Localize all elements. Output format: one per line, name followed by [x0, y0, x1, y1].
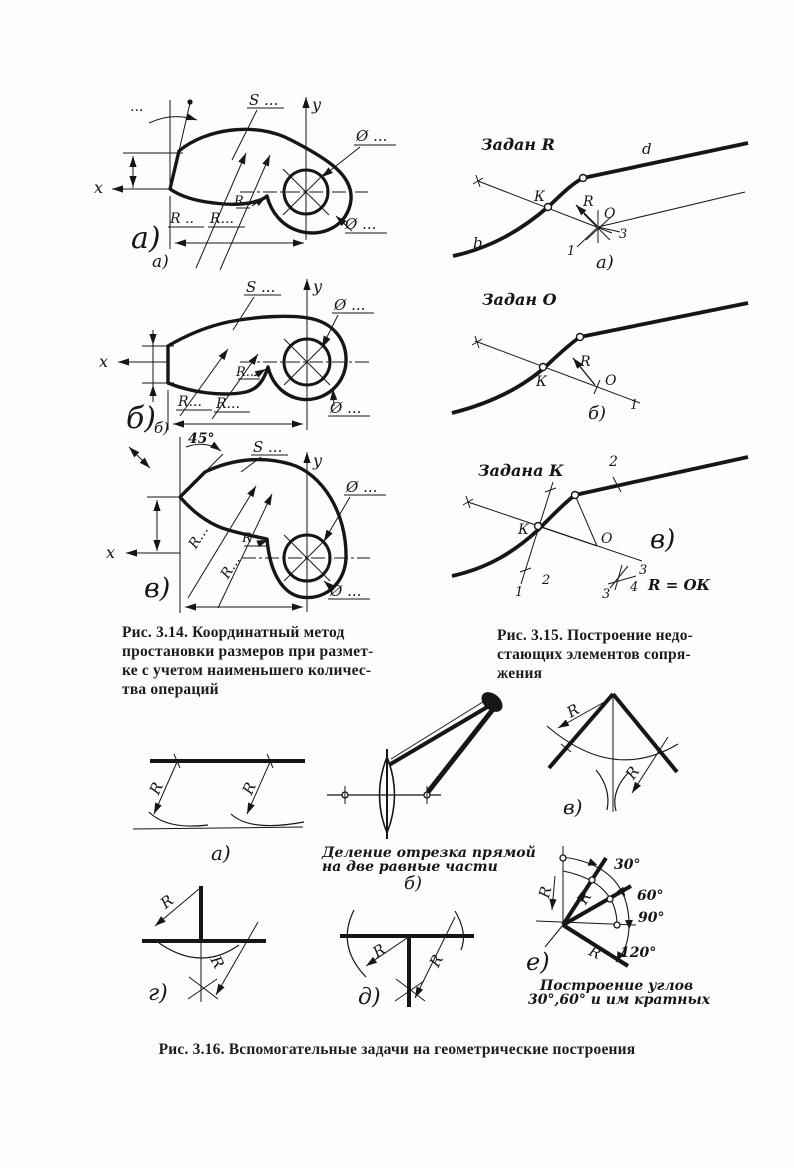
radius-label-2: R...	[210, 211, 234, 227]
radius-label-1: R ..	[170, 211, 194, 227]
radius-label-3: R ..	[242, 531, 265, 546]
subfig-letter: в)	[563, 795, 583, 819]
subfig-letter-big: в)	[144, 573, 171, 604]
point-o-label: О	[604, 206, 616, 222]
figure-3-16-a	[133, 754, 305, 865]
caption-line: простановки размеров при размет-	[122, 643, 374, 660]
diameter-bottom-label: Ø ...	[330, 399, 362, 417]
division-caption-line-1: Деление отрезка прямой	[322, 845, 536, 861]
given-title: Задан О	[482, 290, 557, 309]
subfig-letter: г)	[148, 981, 168, 1006]
figure-3-16-d	[340, 910, 474, 1010]
radius-label-2: R	[621, 763, 644, 783]
figure-3-16-v	[547, 694, 678, 819]
figure-3-15-a	[453, 135, 748, 273]
caption-line: Рис. 3.16. Вспомогательные задачи на геометрические построения	[158, 1041, 636, 1058]
radius-label-2: R	[425, 951, 448, 971]
radius-label-3: R	[586, 941, 604, 963]
figure-3-16-g	[142, 886, 266, 1006]
point-3-label: 3	[619, 227, 628, 242]
subfig-letter: а)	[596, 252, 614, 273]
point-1-label: 1	[567, 244, 576, 259]
curve-b-label: b	[473, 234, 483, 252]
caption-line: стающих элементов сопря-	[497, 646, 691, 663]
subfig-letter: б)	[404, 873, 423, 894]
division-caption-line-2: на две равные части	[322, 859, 498, 875]
point-1-label: 1	[630, 398, 639, 413]
point-3b-label: 3	[602, 587, 611, 602]
diameter-top-label: Ø ...	[334, 296, 366, 314]
figure-3-15-caption	[497, 626, 759, 683]
caption-line: жения	[497, 665, 543, 682]
axis-x-label: х	[99, 352, 109, 371]
given-title: Задан R	[481, 135, 555, 154]
angle-30-label: 30°	[614, 857, 641, 873]
figure-3-14-b	[99, 277, 374, 437]
figure-3-14-caption	[122, 623, 408, 699]
thickness-label: S ...	[253, 438, 283, 456]
subfig-letter-small: б)	[154, 419, 170, 437]
radius-label: R	[580, 354, 591, 370]
radius-label-1: R	[535, 884, 556, 900]
radius-label-2: R...	[216, 396, 240, 412]
thickness-label: S ...	[249, 91, 279, 109]
caption-line: ке с учетом наименьшего количес-	[122, 662, 372, 679]
subfig-letter: в)	[650, 525, 676, 555]
angles-caption-line-1: Построение углов	[540, 978, 694, 994]
point-k-label: К	[534, 189, 545, 205]
radius-label: R	[583, 194, 594, 210]
radius-equation: R = ОК	[648, 576, 711, 594]
point-o-label: О	[601, 531, 613, 547]
radius-label-1: R...	[178, 394, 202, 410]
diameter-top-label: Ø ...	[356, 127, 388, 145]
caption-line: тва операций	[122, 681, 219, 698]
subfig-letter-big: б)	[126, 401, 157, 436]
axis-x-label: х	[94, 178, 104, 197]
point-3-label: 3	[639, 563, 648, 578]
angle-90-label: 90°	[638, 910, 665, 926]
point-2-label: 2	[542, 573, 551, 588]
radius-label-1: R...	[185, 522, 212, 552]
diameter-top-label: Ø ...	[346, 478, 378, 496]
radius-label-3: R...	[236, 365, 259, 380]
radius-label-2: R	[573, 888, 596, 908]
radius-label-3: R...	[234, 194, 257, 209]
angle-45-label: 45°	[188, 431, 215, 447]
caption-line: Рис. 3.14. Координатный метод	[122, 624, 345, 641]
subfig-letter: д)	[358, 985, 381, 1010]
subfig-letter: е)	[526, 948, 550, 976]
subfig-letter: б)	[588, 403, 607, 424]
radius-label-1: R	[369, 940, 389, 962]
diameter-bottom-label: Ø ...	[330, 582, 362, 600]
axis-x-label: х	[106, 543, 116, 562]
radius-label-2: R	[206, 952, 228, 972]
subfig-letter-big: а)	[131, 221, 161, 256]
angle-120-label: 120°	[620, 945, 657, 961]
radius-label-1: R	[563, 700, 583, 722]
subfig-letter-small: а)	[152, 252, 169, 272]
figure-3-16-e	[526, 846, 711, 1008]
figure-3-16-caption	[0, 1040, 794, 1059]
axis-y-label: у	[313, 277, 323, 296]
angle-dots-label: ...	[130, 99, 144, 115]
diameter-bottom-label: Ø ...	[345, 215, 377, 233]
point-2-top-label: 2	[609, 454, 618, 470]
caption-line: Рис. 3.15. Построение недо-	[497, 627, 694, 644]
point-k-label: К	[518, 522, 529, 538]
axis-y-label: у	[312, 95, 322, 114]
figure-3-14-a	[94, 91, 396, 272]
given-title: Задана К	[478, 461, 564, 480]
figure-3-15-v	[452, 454, 748, 602]
point-1-label: 1	[515, 585, 524, 600]
radius-label-2: R...	[217, 552, 244, 582]
thickness-label: S ...	[246, 278, 276, 296]
point-k-label: К	[536, 374, 547, 390]
figure-3-16-b	[321, 688, 536, 894]
subfig-letter: а)	[211, 841, 231, 865]
point-o-label: О	[605, 373, 617, 389]
radius-label-1: R	[145, 779, 167, 798]
point-4-label: 4	[630, 580, 639, 595]
angle-60-label: 60°	[637, 888, 664, 904]
line-d-label: d	[642, 140, 652, 158]
figure-3-15-b	[452, 290, 748, 424]
radius-label-1: R	[156, 891, 177, 913]
figure-3-14-v	[106, 431, 386, 613]
axis-y-label: у	[313, 451, 323, 470]
radius-label-2: R	[238, 779, 260, 798]
angles-caption-line-2: 30°,60° и им кратных	[528, 992, 711, 1008]
